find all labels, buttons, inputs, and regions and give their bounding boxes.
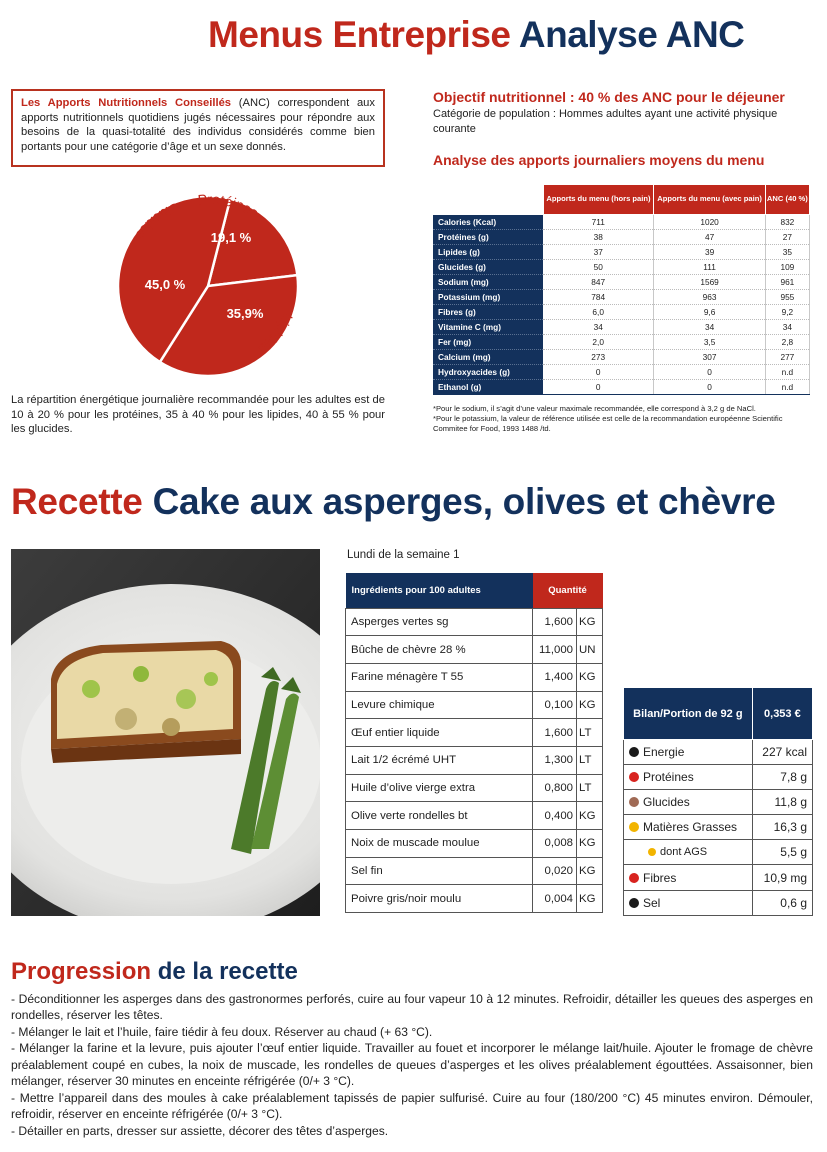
- nutrition-footnotes: [433, 404, 818, 434]
- ingredients-table: [345, 573, 603, 913]
- energy-repartition-note: La répartition énergétique journalière recommandée pour les adultes est de 10 à 20 % pour les protéines, 35 à 40 % pour les lipides, 40 à 55 % pour les glucides.: [11, 394, 385, 436]
- ingredient-row: [346, 719, 603, 747]
- nutrient-value: 784: [543, 290, 654, 305]
- ingredient-quantity: 11,000: [533, 636, 577, 664]
- bullet-dot-icon: [629, 822, 639, 832]
- ingredient-row: [346, 802, 603, 830]
- header-hors-pain: Apports du menu (hors pain): [543, 185, 654, 215]
- bilan-row: [624, 790, 813, 815]
- ingredient-name: Lait 1/2 écrémé UHT: [346, 746, 533, 774]
- menu-day: Lundi de la semaine 1: [347, 549, 460, 561]
- ingredient-name: Huile d’olive vierge extra: [346, 774, 533, 802]
- nutrient-value: 963: [654, 290, 765, 305]
- table-row: [433, 365, 810, 380]
- nutrient-value: 832: [765, 215, 809, 230]
- bilan-row: [624, 865, 813, 890]
- bilan-nutrient-label: Matières Grasses: [643, 820, 738, 835]
- bilan-value: 227 kcal: [752, 740, 812, 765]
- bilan-nutrient: [624, 840, 753, 865]
- slice-name-proteines: Protéines: [196, 190, 262, 221]
- energy-pie-chart: [90, 170, 330, 400]
- bilan-nutrient: [624, 890, 753, 915]
- nutrient-value: 34: [543, 320, 654, 335]
- bilan-nutrient-label: Fibres: [643, 870, 677, 885]
- bullet-dot-icon: [629, 747, 639, 757]
- ingredient-row: [346, 608, 603, 636]
- bilan-value: 10,9 mg: [752, 865, 812, 890]
- nutrient-value: 2,0: [543, 335, 654, 350]
- nutrient-value: 34: [765, 320, 809, 335]
- table-row: [433, 350, 810, 365]
- ingredient-quantity: 0,020: [533, 857, 577, 885]
- quantity-header: Quantité: [533, 573, 603, 608]
- nutrient-value: 961: [765, 275, 809, 290]
- ingredient-row: [346, 663, 603, 691]
- nutrient-value: 307: [654, 350, 765, 365]
- ingredient-name: Farine ménagère T 55: [346, 663, 533, 691]
- table-row: [433, 275, 810, 290]
- ingredients-header: Ingrédients pour 100 adultes: [346, 573, 533, 608]
- table-row: [433, 230, 810, 245]
- ingredient-unit: LT: [577, 719, 603, 747]
- bilan-nutrient: [624, 815, 753, 840]
- bilan-nutrient-label: Glucides: [643, 795, 690, 810]
- nutrient-label: Vitamine C (mg): [433, 320, 543, 335]
- ingredient-unit: UN: [577, 636, 603, 664]
- bilan-row: [624, 765, 813, 790]
- ingredient-name: Levure chimique: [346, 691, 533, 719]
- nutrient-value: 273: [543, 350, 654, 365]
- progression-step: - Mettre l’appareil dans des moules à cake préalablement tapissés de papier sulfurisé. Cuire au four (180/200 °C) 45 minutes environ. Démouler, refroidir, réserver en enceinte réfrigérée (0/+ 3 °C).: [11, 1090, 813, 1122]
- table-row: [433, 380, 810, 395]
- table-row: [433, 245, 810, 260]
- ingredient-row: [346, 636, 603, 664]
- bilan-nutrient: [624, 740, 753, 765]
- nutrient-label: Sodium (mg): [433, 275, 543, 290]
- nutrient-label: Potassium (mg): [433, 290, 543, 305]
- slice-name-glucides: Glucides: [132, 199, 183, 243]
- nutrition-analysis-table: [433, 184, 810, 395]
- slice-value-proteines: 19,1 %: [210, 230, 252, 245]
- nutrient-value: 47: [654, 230, 765, 245]
- ingredient-name: Œuf entier liquide: [346, 719, 533, 747]
- bilan-row: [624, 815, 813, 840]
- cake-illustration: [11, 549, 320, 916]
- ingredient-unit: KG: [577, 857, 603, 885]
- nutrient-label: Ethanol (g): [433, 380, 543, 395]
- bilan-nutrient-label: Protéines: [643, 770, 694, 785]
- nutrient-label: Calcium (mg): [433, 350, 543, 365]
- bullet-dot-icon: [629, 873, 639, 883]
- nutrient-label: Glucides (g): [433, 260, 543, 275]
- ingredient-unit: LT: [577, 774, 603, 802]
- ingredient-row: [346, 774, 603, 802]
- nutrient-label: Hydroxyacides (g): [433, 365, 543, 380]
- nutrient-value: 6,0: [543, 305, 654, 320]
- bilan-value: 0,6 g: [752, 890, 812, 915]
- nutrient-value: 1569: [654, 275, 765, 290]
- nutrient-label: Fer (mg): [433, 335, 543, 350]
- bilan-header: Bilan/Portion de 92 g: [624, 688, 753, 740]
- ingredient-name: Noix de muscade moulue: [346, 830, 533, 858]
- progression-step: - Mélanger le lait et l’huile, faire tiédir à feu doux. Réserver au chaud (+ 63 °C).: [11, 1024, 433, 1039]
- nutrient-value: 27: [765, 230, 809, 245]
- nutrient-value: 1020: [654, 215, 765, 230]
- header-anc: ANC (40 %): [765, 185, 809, 215]
- ingredient-quantity: 0,008: [533, 830, 577, 858]
- nutrient-value: 111: [654, 260, 765, 275]
- nutrient-value: 0: [543, 380, 654, 395]
- ingredient-quantity: 0,400: [533, 802, 577, 830]
- progression-steps: [11, 991, 813, 1139]
- ingredient-name: Olive verte rondelles bt: [346, 802, 533, 830]
- nutrient-value: 38: [543, 230, 654, 245]
- ingredient-unit: KG: [577, 663, 603, 691]
- table-row: [433, 290, 810, 305]
- bilan-nutrient: [624, 790, 753, 815]
- nutrient-label: Protéines (g): [433, 230, 543, 245]
- nutrient-value: 2,8: [765, 335, 809, 350]
- ingredient-name: Sel fin: [346, 857, 533, 885]
- ingredient-quantity: 0,004: [533, 885, 577, 913]
- footnote-potassium: *Pour le potassium, la valeur de référence utilisée est celle de la recommandation européenne Scientific Commitee for Food, 1993 1488 /td.: [433, 414, 783, 434]
- ingredient-unit: KG: [577, 608, 603, 636]
- ingredient-quantity: 1,600: [533, 608, 577, 636]
- table-row: [433, 320, 810, 335]
- bullet-dot-icon: [629, 772, 639, 782]
- progression-title: Progression de la recette: [11, 958, 298, 985]
- ingredient-row: [346, 746, 603, 774]
- ingredient-unit: LT: [577, 746, 603, 774]
- nutrient-value: 277: [765, 350, 809, 365]
- pie-svg: [90, 170, 330, 400]
- nutrient-value: 50: [543, 260, 654, 275]
- recipe-photo: [11, 549, 320, 916]
- bilan-nutrient-label: Energie: [643, 745, 685, 760]
- table-row: [433, 335, 810, 350]
- ingredient-unit: KG: [577, 830, 603, 858]
- recipe-title: Recette Cake aux asperges, olives et chèvre: [11, 481, 776, 522]
- ingredient-unit: KG: [577, 885, 603, 913]
- nutrient-value: 711: [543, 215, 654, 230]
- nutrient-label: Lipides (g): [433, 245, 543, 260]
- nutrient-value: 35: [765, 245, 809, 260]
- nutrient-value: 109: [765, 260, 809, 275]
- progression-step: - Mélanger la farine et la levure, puis ajouter l’œuf entier liquide. Travailler au fouet et incorporer le mélange lait/huile. Ajouter le fromage de chèvre préalablement coupé en cubes, la noix de muscade, les rondelles de queues d’asperges et les olives préalablement égouttées. Assaisonner, bien mélanger, réserver 30 minutes en enceinte réfrigérée (0/+ 3 °C).: [11, 1041, 813, 1089]
- bilan-row: [624, 890, 813, 915]
- bilan-nutrient: [624, 865, 753, 890]
- nutrient-value: 847: [543, 275, 654, 290]
- bilan-nutrient: [624, 765, 753, 790]
- anc-definition-bold: Les Apports Nutritionnels Conseillés: [21, 97, 232, 109]
- ingredient-quantity: 1,300: [533, 746, 577, 774]
- ingredient-unit: KG: [577, 802, 603, 830]
- nutrient-value: 955: [765, 290, 809, 305]
- nutrient-value: 3,5: [654, 335, 765, 350]
- ingredient-row: [346, 691, 603, 719]
- objectif-title: Objectif nutritionnel : 40 % des ANC pour le déjeuner: [433, 89, 785, 105]
- analyse-title: Analyse des apports journaliers moyens du menu: [433, 152, 765, 168]
- slice-value-lipides: 35,9%: [226, 306, 264, 321]
- nutrient-label: Fibres (g): [433, 305, 543, 320]
- anc-definition-text: (ANC) correspondent aux apports nutritionnels quotidiens jugés nécessaires pour répondre aux besoins de la quasi-totalité des individus considérés comme bien portants pour une catégorie d’âge et un sexe donnés.: [21, 97, 375, 153]
- ingredient-unit: KG: [577, 691, 603, 719]
- ingredient-quantity: 0,100: [533, 691, 577, 719]
- bilan-row: [624, 840, 813, 865]
- nutrient-value: 34: [654, 320, 765, 335]
- ingredient-row: [346, 885, 603, 913]
- population-category: Catégorie de population : Hommes adultes ayant une activité physique courante: [433, 108, 778, 135]
- bilan-row: [624, 740, 813, 765]
- bilan-table: [623, 687, 813, 916]
- bullet-dot-icon: [629, 797, 639, 807]
- table-row: [433, 215, 810, 230]
- nutrient-value: 0: [543, 365, 654, 380]
- nutrient-value: 9,6: [654, 305, 765, 320]
- ingredient-quantity: 0,800: [533, 774, 577, 802]
- blank-header: [433, 185, 543, 215]
- bilan-value: 16,3 g: [752, 815, 812, 840]
- nutrient-value: n.d: [765, 365, 809, 380]
- bilan-nutrient-label: dont AGS: [660, 846, 708, 859]
- table-row: [433, 305, 810, 320]
- nutrient-value: 0: [654, 380, 765, 395]
- page-title: Menus Entreprise Analyse ANC: [208, 14, 745, 55]
- bilan-value: 11,8 g: [752, 790, 812, 815]
- table-row: [433, 260, 810, 275]
- nutrient-value: n.d: [765, 380, 809, 395]
- bilan-price: 0,353 €: [752, 688, 812, 740]
- slice-name-lipides: Lipides: [255, 310, 297, 357]
- ingredient-quantity: 1,600: [533, 719, 577, 747]
- nutrient-value: 37: [543, 245, 654, 260]
- bilan-nutrient-label: Sel: [643, 895, 661, 910]
- bullet-dot-icon: [629, 898, 639, 908]
- header-avec-pain: Apports du menu (avec pain): [654, 185, 765, 215]
- footnote-sodium: *Pour le sodium, il s’agit d’une valeur maximale recommandée, elle correspond à 3,2 g de NaCl.: [433, 404, 756, 413]
- anc-definition-box: [11, 89, 385, 167]
- ingredient-quantity: 1,400: [533, 663, 577, 691]
- nutrient-value: 39: [654, 245, 765, 260]
- ingredient-name: Asperges vertes sg: [346, 608, 533, 636]
- bilan-value: 7,8 g: [752, 765, 812, 790]
- progression-step: - Détailler en parts, dresser sur assiette, décorer des têtes d’asperges.: [11, 1123, 389, 1138]
- ingredient-row: [346, 830, 603, 858]
- nutrient-label: Calories (Kcal): [433, 215, 543, 230]
- slice-value-glucides: 45,0 %: [144, 277, 186, 292]
- progression-step: - Déconditionner les asperges dans des gastronormes perforés, cuire au four vapeur 10 à 12 minutes. Refroidir, détailler les queues des asperges en rondelles, réserver les têtes.: [11, 992, 813, 1023]
- ingredient-name: Bûche de chèvre 28 %: [346, 636, 533, 664]
- bilan-value: 5,5 g: [752, 840, 812, 865]
- ingredient-row: [346, 857, 603, 885]
- bullet-dot-icon: [648, 848, 656, 856]
- nutrient-value: 0: [654, 365, 765, 380]
- nutrient-value: 9,2: [765, 305, 809, 320]
- ingredient-name: Poivre gris/noir moulu: [346, 885, 533, 913]
